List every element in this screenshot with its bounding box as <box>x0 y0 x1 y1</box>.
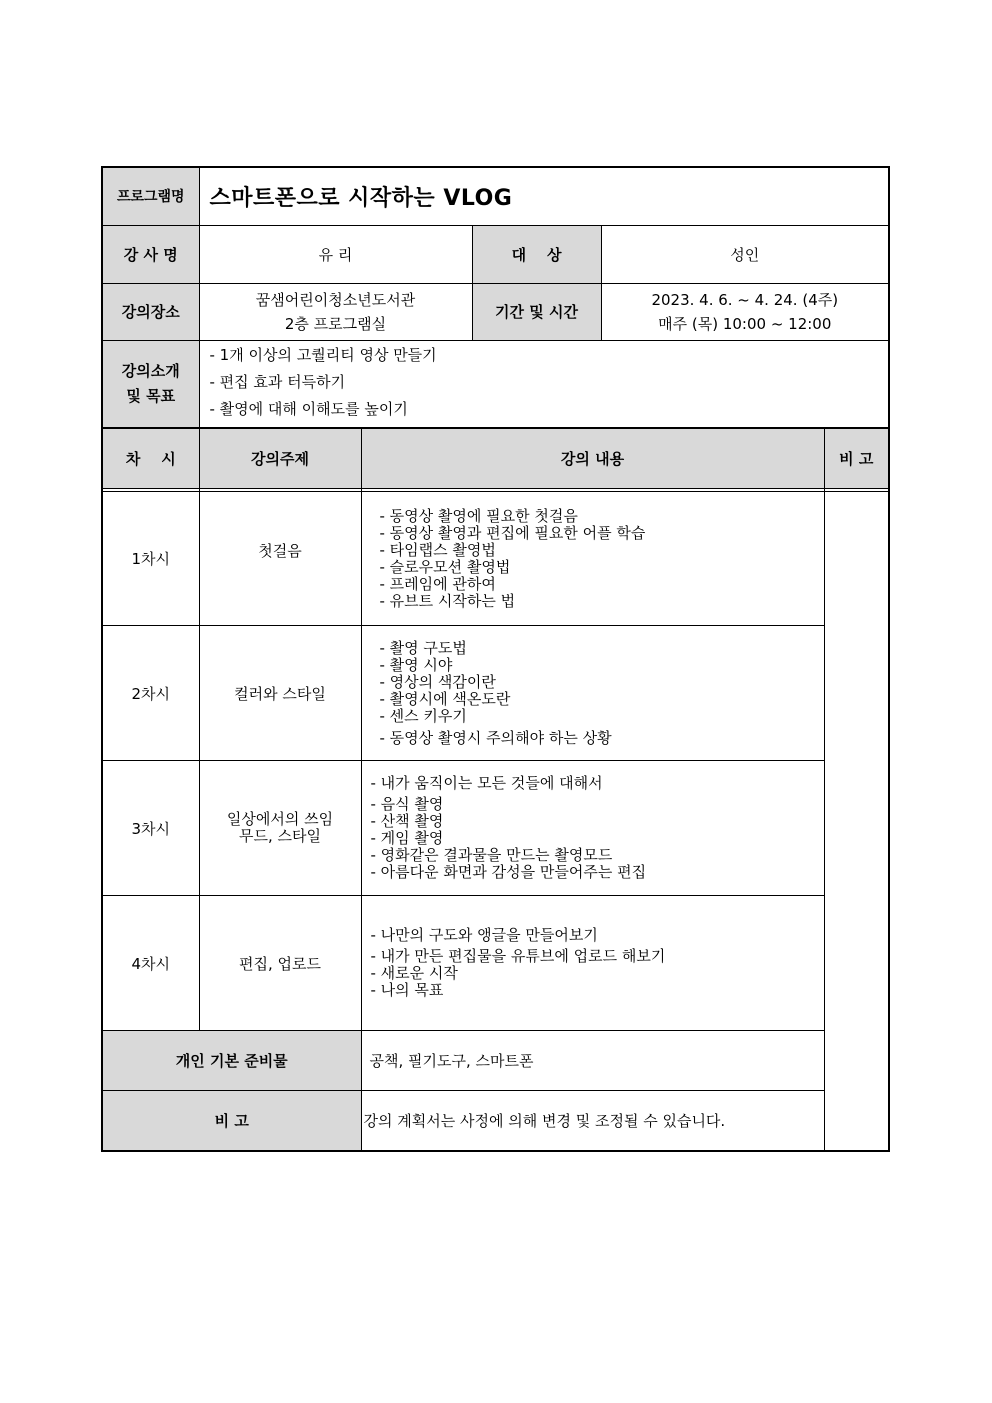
content-cell <box>361 626 824 761</box>
content-cell <box>361 896 824 1031</box>
topic-cell: 편집, 업로드 <box>199 896 361 1031</box>
instructor-value: 유 리 <box>199 225 472 283</box>
content-cell <box>361 492 824 626</box>
intro-label-line-1: 강의소개 <box>121 361 180 380</box>
topic-line-1: 일상에서의 쓰임 <box>226 810 334 828</box>
content-item: - 아름다운 화면과 감성을 만들어주는 편집 <box>370 863 647 881</box>
program-name-label: 프로그램명 <box>102 167 199 225</box>
audience-value: 성인 <box>601 225 889 283</box>
period-line-1: 2023. 4. 6. ~ 4. 24. (4주) <box>651 290 839 309</box>
note-cell <box>824 492 889 1151</box>
table-row <box>102 626 889 761</box>
content-item: - 프레임에 관하여 <box>379 574 496 593</box>
period-label: 기간 및 시간 <box>472 283 601 340</box>
audience-label: 대 상 <box>472 225 601 283</box>
session-header: 차 시 <box>102 429 199 489</box>
intro-goals <box>199 340 889 428</box>
content-item: - 영화같은 결과물을 만드는 촬영모드 <box>370 846 613 864</box>
intro-item: - 편집 효과 터득하기 <box>209 372 346 391</box>
lecture-plan-sheet <box>101 166 888 1152</box>
remarks-label: 비 고 <box>102 1091 361 1151</box>
intro-label <box>102 340 199 428</box>
topic-line-2: 무드, 스타일 <box>239 827 321 845</box>
intro-item: - 1개 이상의 고퀄리티 영상 만들기 <box>209 345 437 364</box>
supplies-value: 공책, 필기도구, 스마트폰 <box>361 1031 824 1091</box>
instructor-label: 강 사 명 <box>102 225 199 283</box>
note-header: 비 고 <box>824 429 889 489</box>
topic-cell <box>199 761 361 896</box>
schedule-table <box>101 429 890 1152</box>
content-header: 강의 내용 <box>361 429 824 489</box>
venue-label: 강의장소 <box>102 283 199 340</box>
venue-value <box>199 283 472 340</box>
session-cell: 4차시 <box>102 896 199 1031</box>
session-cell: 3차시 <box>102 761 199 896</box>
table-row <box>102 492 889 626</box>
period-value <box>601 283 889 340</box>
venue-line-2: 2층 프로그램실 <box>284 314 387 333</box>
content-item: - 나만의 구도와 앵글을 만들어보기 <box>370 926 598 944</box>
content-item: - 동영상 촬영과 편집에 필요한 어플 학습 <box>379 523 646 542</box>
supplies-row <box>102 1031 889 1091</box>
content-item: - 촬영 시야 <box>379 655 453 674</box>
period-line-2: 매주 (목) 10:00 ~ 12:00 <box>658 314 832 333</box>
topic-header: 강의주제 <box>199 429 361 489</box>
topic-cell: 첫걸음 <box>199 492 361 626</box>
content-item: - 게임 촬영 <box>370 829 444 847</box>
content-item: - 촬영 구도법 <box>379 638 467 657</box>
content-item: - 동영상 촬영에 필요한 첫걸음 <box>379 506 578 525</box>
content-item: - 새로운 시작 <box>370 964 458 982</box>
session-cell: 2차시 <box>102 626 199 761</box>
intro-item: - 촬영에 대해 이해도를 높이기 <box>209 399 408 418</box>
intro-label-line-2: 및 목표 <box>126 386 176 405</box>
program-title: 스마트폰으로 시작하는 VLOG <box>199 167 889 225</box>
venue-line-1: 꿈샘어린이청소년도서관 <box>255 290 416 309</box>
topic-cell: 컬러와 스타일 <box>199 626 361 761</box>
table-row <box>102 761 889 896</box>
program-info-table <box>101 166 890 429</box>
content-item: - 내가 움직이는 모든 것들에 대해서 <box>370 774 603 792</box>
content-item: - 센스 키우기 <box>379 706 467 725</box>
content-cell <box>361 761 824 896</box>
content-item: - 타임랩스 촬영법 <box>379 540 496 559</box>
content-item: - 촬영시에 색온도란 <box>379 689 511 708</box>
content-item: - 음식 촬영 <box>370 795 444 813</box>
remarks-value: 강의 계획서는 사정에 의해 변경 및 조정될 수 있습니다. <box>361 1091 824 1151</box>
supplies-label: 개인 기본 준비물 <box>102 1031 361 1091</box>
content-item: - 동영상 촬영시 주의해야 하는 상황 <box>379 728 612 747</box>
content-item: - 영상의 색감이란 <box>379 672 496 691</box>
session-cell: 1차시 <box>102 492 199 626</box>
content-item: - 유브트 시작하는 법 <box>379 591 516 610</box>
content-item: - 내가 만든 편집물을 유튜브에 업로드 해보기 <box>370 947 666 965</box>
content-item: - 슬로우모션 촬영법 <box>379 557 511 576</box>
content-item: - 나의 목표 <box>370 981 444 999</box>
table-row <box>102 896 889 1031</box>
content-item: - 산책 촬영 <box>370 812 444 830</box>
remarks-row <box>102 1091 889 1151</box>
